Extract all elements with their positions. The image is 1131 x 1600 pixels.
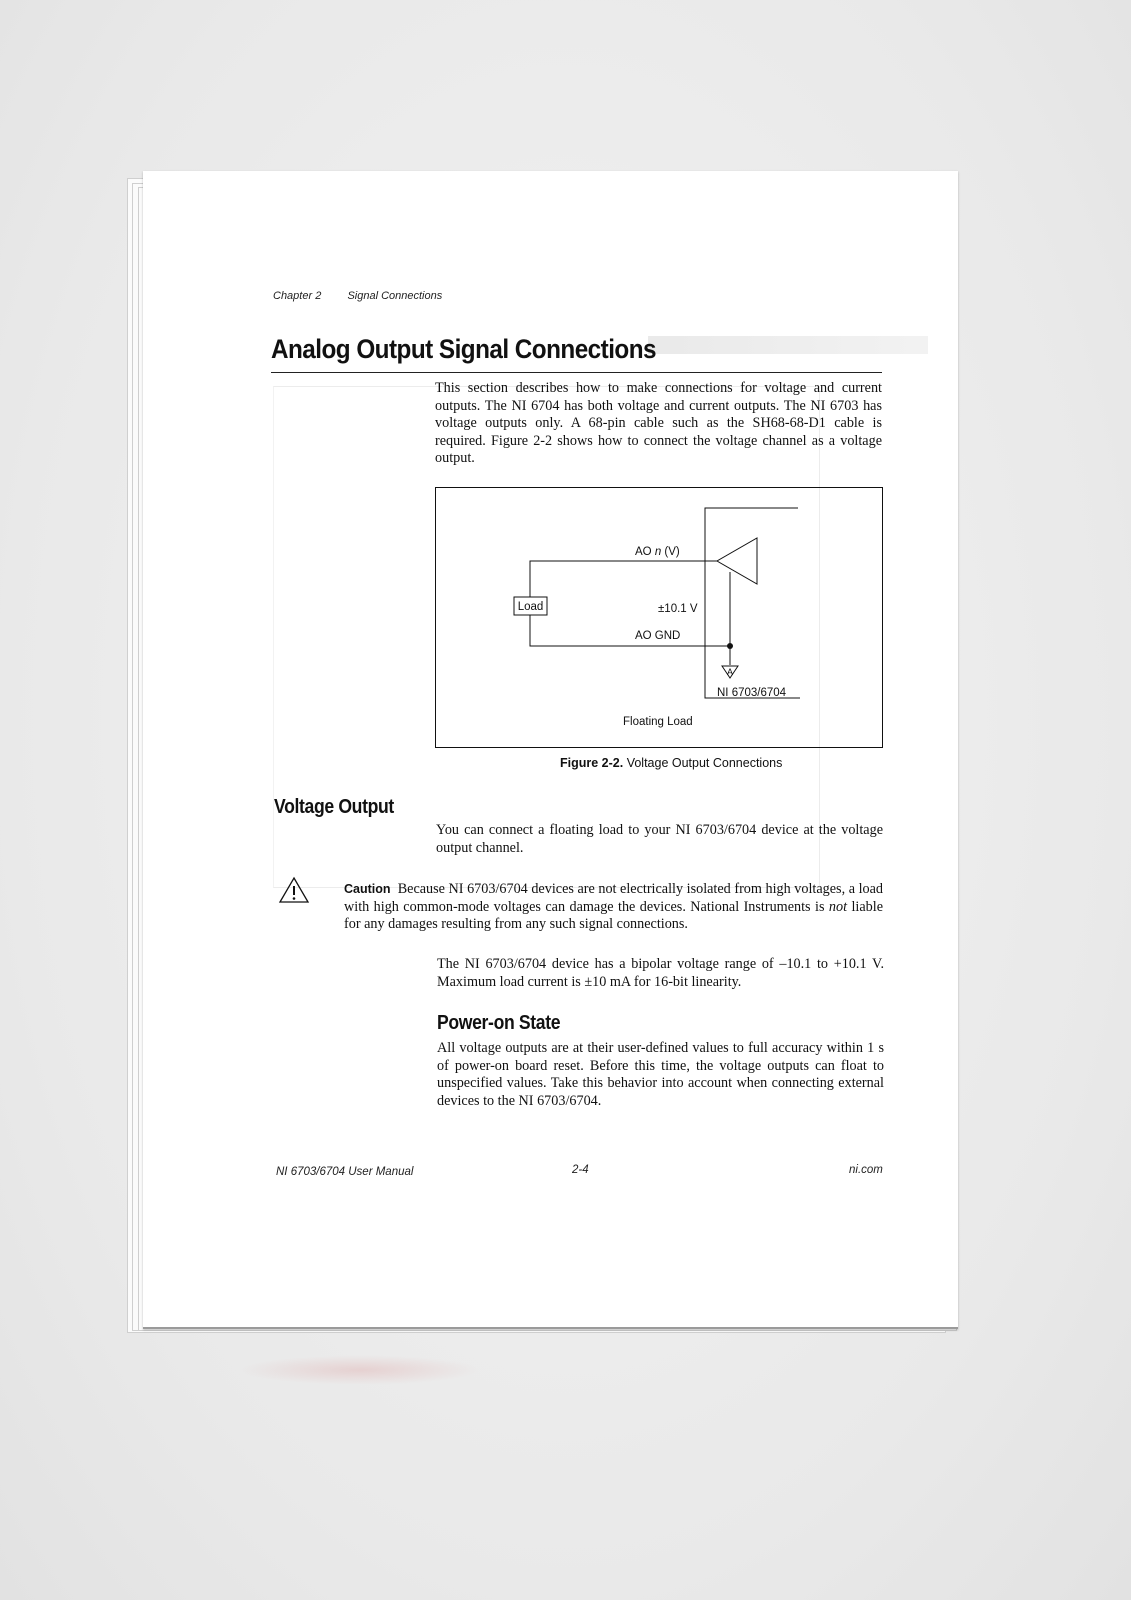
scan-smudge	[240, 1355, 480, 1385]
running-header	[273, 290, 442, 302]
intro-paragraph: This section describes how to make connections for voltage and current outputs. The NI 6704 has both voltage and current outputs. The NI 6703 has voltage outputs only. A 68-pin cable such as the SH68-68-D1 cable is required. Figure 2-2 shows how to connect the voltage channel as a voltage output.	[435, 380, 882, 467]
figure-frame	[436, 488, 883, 748]
caution-emphasis: not	[828, 898, 848, 915]
power-on-paragraph: All voltage outputs are at their user-defined values to full accuracy within 1 s of power-on board reset. Before this time, the voltage outputs can float to unspecified values. Take this behavior into account when connecting external devices to the NI 6703/6704.	[437, 1040, 884, 1109]
caution-icon	[278, 876, 310, 904]
ground-symbol-glyph: A	[726, 667, 734, 677]
voltage-range-label: ±10.1 V	[658, 603, 698, 615]
device-label: NI 6703/6704	[717, 687, 787, 699]
voltage-output-heading: Voltage Output	[274, 796, 394, 818]
document-page	[143, 171, 958, 1329]
voltage-range-paragraph: The NI 6703/6704 device has a bipolar voltage range of –10.1 to +10.1 V. Maximum load current is ±10 mA for 16-bit linearity.	[437, 956, 884, 990]
section-label: Signal Connections	[347, 290, 443, 302]
caution-label: Caution	[344, 882, 391, 896]
chapter-label: Chapter 2	[273, 290, 322, 302]
footer-page-number: 2-4	[572, 1164, 589, 1176]
amplifier-icon	[717, 538, 757, 584]
gnd-wire	[530, 615, 730, 646]
device-enclosure-line	[705, 508, 800, 698]
caution-text-end: liable for any damages resulting from any such signal connections.	[344, 898, 883, 933]
ao-n-label: AO n (V)	[635, 546, 680, 558]
ao-gnd-label: AO GND	[635, 630, 681, 642]
power-on-heading: Power-on State	[437, 1012, 561, 1034]
voltage-output-paragraph: You can connect a floating load to your NI 6703/6704 device at the voltage output channel.	[436, 822, 883, 856]
title-rule	[271, 372, 882, 373]
figure-caption	[560, 756, 782, 770]
caution-text: Because NI 6703/6704 devices are not electrically isolated from high voltages, a load with high common-mode voltages can damage the devices. National Instruments is	[344, 881, 883, 915]
page-title: Analog Output Signal Connections	[271, 334, 657, 364]
figure-title: Voltage Output Connections	[626, 756, 783, 770]
footer-manual: NI 6703/6704 User Manual	[276, 1166, 414, 1178]
caution-paragraph	[344, 881, 883, 934]
footer-site: ni.com	[849, 1164, 883, 1176]
ao-wire	[530, 561, 717, 597]
figure-number: Figure 2-2.	[560, 756, 624, 770]
floating-load-label: Floating Load	[623, 716, 693, 728]
load-label: Load	[517, 601, 544, 613]
voltage-output-diagram	[435, 487, 885, 749]
show-through-shadow	[648, 336, 928, 354]
junction-dot	[727, 643, 733, 649]
